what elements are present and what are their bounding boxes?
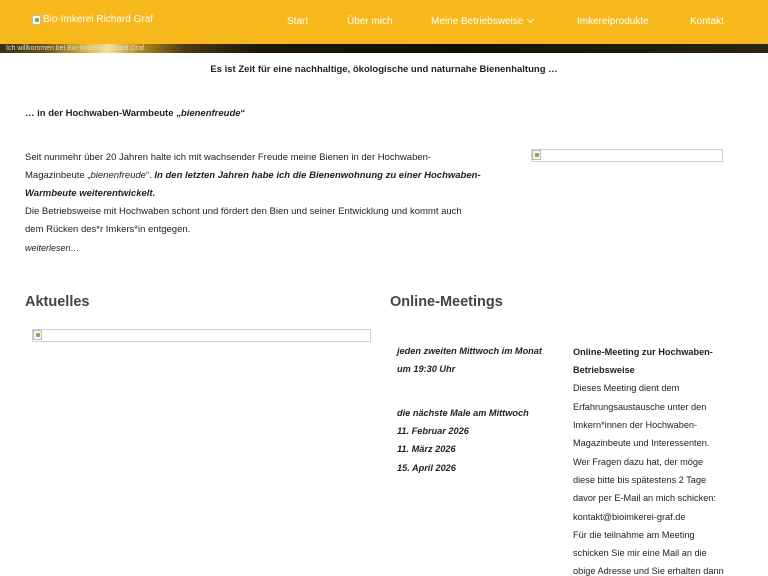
line2-em: bienenfreude: [90, 170, 146, 181]
banner-text: Ich willkommen bei Bio-Imkerei Richard Graf: [6, 45, 145, 52]
next-dates-label: die nächste Male am Mittwoch: [397, 408, 529, 418]
broken-image-icon: [33, 330, 42, 340]
para-line-2: [25, 167, 481, 185]
meeting-desc-line: obige Adresse und Sie erhalten dann: [573, 566, 724, 576]
broken-image-icon: [32, 15, 41, 25]
site-header: [0, 0, 768, 44]
aktuelles-title: Aktuelles: [25, 294, 90, 310]
sub-em: bienenfreude: [180, 108, 241, 119]
line2-bold: In den letzten Jahren habe ich die Bienenwohnung zu einer Hochwaben-: [154, 170, 481, 181]
line2-mid: “.: [145, 170, 155, 181]
meeting-desc-line: Imkern*innen der Hochwaben-: [573, 420, 698, 430]
meeting-desc-line: Magazinbeute und Interessenten.: [573, 438, 710, 448]
meeting-desc-line: Für die teilnahme am Meeting: [573, 530, 695, 540]
sub-prefix: … in der Hochwaben-Warmbeute „: [25, 108, 181, 119]
meeting-desc-line: diese bitte bis spätestens 2 Tage: [573, 475, 707, 485]
sub-suffix: “: [240, 108, 246, 119]
logo-alt-text: Bio-Imkerei Richard Graf: [43, 14, 154, 25]
contact-email-link[interactable]: kontakt@bioimkerei-graf.de: [573, 512, 686, 522]
nav-start[interactable]: Start: [287, 16, 309, 27]
meeting-desc-title: Online-Meeting zur Hochwaben-: [573, 347, 713, 357]
aktuelles-image: [32, 329, 371, 342]
nav-meine-betriebsweise[interactable]: [431, 16, 533, 27]
meeting-date: 11. März 2026: [397, 444, 456, 454]
nav-kontakt[interactable]: Kontakt: [690, 16, 724, 27]
broken-image-icon: [532, 150, 541, 160]
section-subheading: [25, 108, 245, 119]
meeting-desc-line: schicken Sie mir eine Mail an die: [573, 548, 707, 558]
nav-ueber-mich[interactable]: Über mich: [347, 16, 393, 27]
para-line-5: dem Rücken des*r Imkers*in entgegen.: [25, 224, 191, 235]
site-logo[interactable]: [32, 14, 153, 25]
meeting-desc-line: davor per E-Mail an mich schicken:: [573, 493, 716, 503]
nav-label: Meine Betriebsweise: [431, 16, 524, 27]
para-line-1: Seit nunmehr über 20 Jahren halte ich mit wachsender Freude meine Bienen in der Hochwaben-: [25, 152, 432, 163]
section-image: [531, 149, 723, 162]
meeting-desc-line: Dieses Meeting dient dem: [573, 383, 680, 393]
line2-prefix: Magazinbeute „: [25, 170, 91, 181]
online-meetings-title: Online-Meetings: [390, 294, 503, 310]
meeting-desc-title: Betriebsweise: [573, 365, 635, 375]
meeting-desc-line: Wer Fragen dazu hat, der möge: [573, 457, 704, 467]
read-more-link[interactable]: weiterlesen…: [25, 243, 80, 253]
hero-banner: [0, 44, 768, 53]
chevron-down-icon: [527, 16, 534, 23]
nav-imkereiprodukte[interactable]: Imkereiprodukte: [577, 16, 649, 27]
para-line-3: Warmbeute weiterentwickelt.: [25, 188, 156, 199]
meeting-date: 15. April 2026: [397, 463, 456, 473]
intro-heading: Es ist Zeit für eine nachhaltige, ökologische und naturnahe Bienenhaltung …: [210, 64, 558, 75]
para-line-4: Die Betriebsweise mit Hochwaben schont und fördert den Bien und seiner Entwicklung und kommt auch: [25, 206, 462, 217]
meeting-date: 11. Februar 2026: [397, 426, 469, 436]
meeting-desc-line: Erfahrungsaustausche unter den: [573, 402, 707, 412]
schedule-line-2: um 19:30 Uhr: [397, 364, 456, 374]
schedule-line-1: jeden zweiten Mittwoch im Monat: [397, 346, 542, 356]
